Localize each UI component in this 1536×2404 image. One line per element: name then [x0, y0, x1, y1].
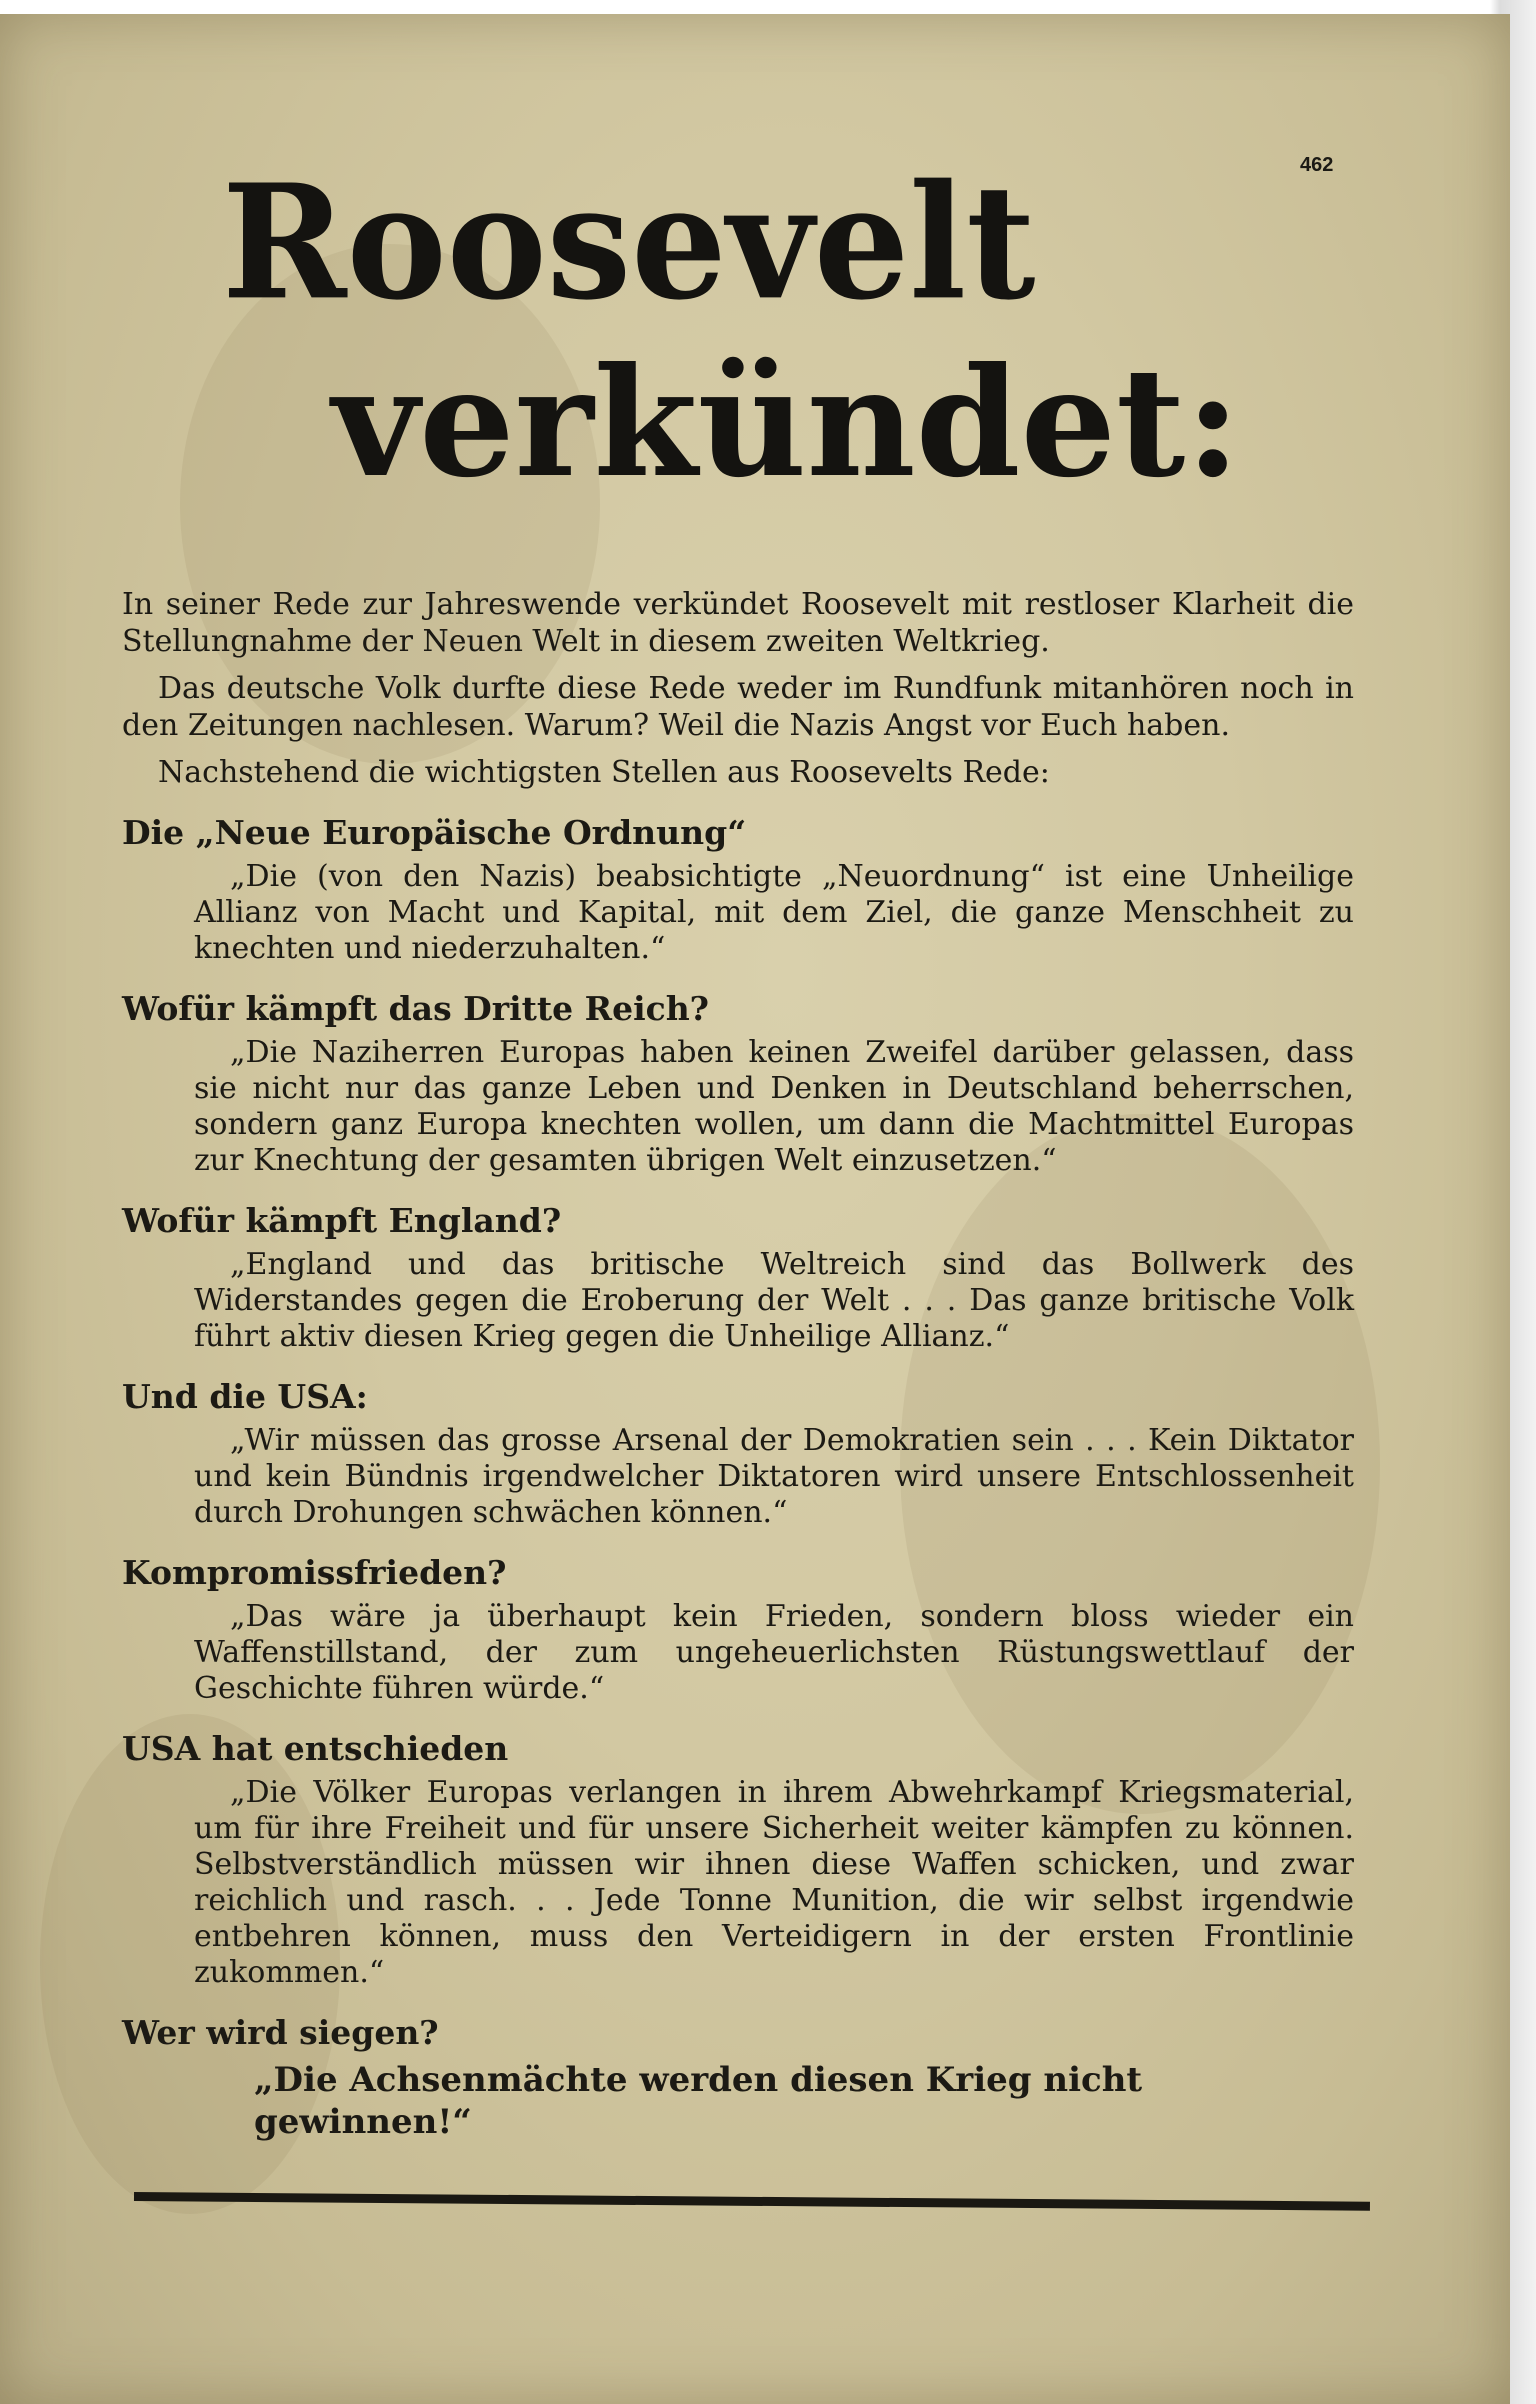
section-heading: USA hat entschieden — [122, 1729, 509, 1768]
closing-heading: Wer wird siegen? — [122, 2013, 439, 2052]
leaflet-page — [0, 14, 1510, 2404]
section-england — [122, 1201, 1354, 1355]
closing-quote: „Die Achsenmächte werden diesen Krieg nicht gewinnen!“ — [254, 2060, 1143, 2142]
section-quote: „Das wäre ja überhaupt kein Frieden, sondern bloss wieder ein Waffenstillstand, der zum ungeheuerlichsten Rüstungswettlauf der Geschichte führen würde.“ — [194, 1599, 1354, 1706]
section-usa-entschieden — [122, 1729, 1354, 1991]
section-quote: „Die Völker Europas verlangen in ihrem Abwehrkampf Kriegsmaterial, um für ihre Freiheit und für unsere Sicherheit weiter kämpfen zu können. Selbstverständlich müssen wir ihnen diese Waffen schicken, und zwar reichlich und rasch. . . Jede Tonne Munition, die wir selbst irgendwie entbehren können, muss den Verteidigern in der ersten Frontlinie zukommen.“ — [194, 1775, 1354, 1990]
section-drittes-reich — [122, 989, 1354, 1179]
section-kompromissfrieden — [122, 1553, 1354, 1707]
section-heading: Wofür kämpft das Dritte Reich? — [122, 989, 710, 1028]
page-number: 462 — [1300, 154, 1334, 176]
closing-rule — [134, 2192, 1370, 2211]
section-heading: Wofür kämpft England? — [122, 1201, 562, 1240]
section-heading: Und die USA: — [122, 1377, 368, 1416]
title-line-1: Roosevelt — [222, 150, 1036, 336]
section-neue-ordnung — [122, 813, 1354, 967]
title-line-2: verkündet: — [332, 335, 1241, 511]
section-wer-wird-siegen — [122, 2013, 1354, 2143]
intro-paragraph-3: Nachstehend die wichtigsten Stellen aus Roosevelts Rede: — [158, 755, 1050, 790]
intro-paragraph-2: Das deutsche Volk durfte diese Rede weder im Rundfunk mitanhören noch in den Zeitungen nachlesen. Warum? Weil die Nazis Angst vor Euch haben. — [122, 671, 1354, 743]
intro-paragraph-1: In seiner Rede zur Jahreswende verkündet Roosevelt mit restloser Klarheit die Stellungnahme der Neuen Welt in diesem zweiten Weltkrieg. — [122, 587, 1354, 659]
section-usa — [122, 1377, 1354, 1531]
leaflet-body — [122, 586, 1354, 2143]
section-heading: Kompromissfrieden? — [122, 1553, 507, 1592]
section-quote: „Die (von den Nazis) beabsichtigte „Neuordnung“ ist eine Unheilige Allianz von Macht und Kapital, mit dem Ziel, die ganze Menschheit zu knechten und niederzuhalten.“ — [194, 859, 1354, 966]
section-quote: „England und das britische Weltreich sind das Bollwerk des Widerstandes gegen die Eroberung der Welt . . . Das ganze britische Volk führt aktiv diesen Krieg gegen die Unheilige Allianz.“ — [194, 1247, 1354, 1354]
section-heading: Die „Neue Europäische Ordnung“ — [122, 813, 747, 852]
section-quote: „Wir müssen das grosse Arsenal der Demokratien sein . . . Kein Diktator und kein Bündnis irgendwelcher Diktatoren wird unsere Entschlossenheit durch Drohungen schwächen können.“ — [194, 1423, 1354, 1530]
section-quote: „Die Naziherren Europas haben keinen Zweifel darüber gelassen, dass sie nicht nur das ganze Leben und Denken in Deutschland beherrschen, sondern ganz Europa knechten wollen, um dann die Machtmittel Europas zur Knechtung der gesamten übrigen Welt einzusetzen.“ — [194, 1035, 1354, 1178]
page-title — [222, 150, 1372, 511]
